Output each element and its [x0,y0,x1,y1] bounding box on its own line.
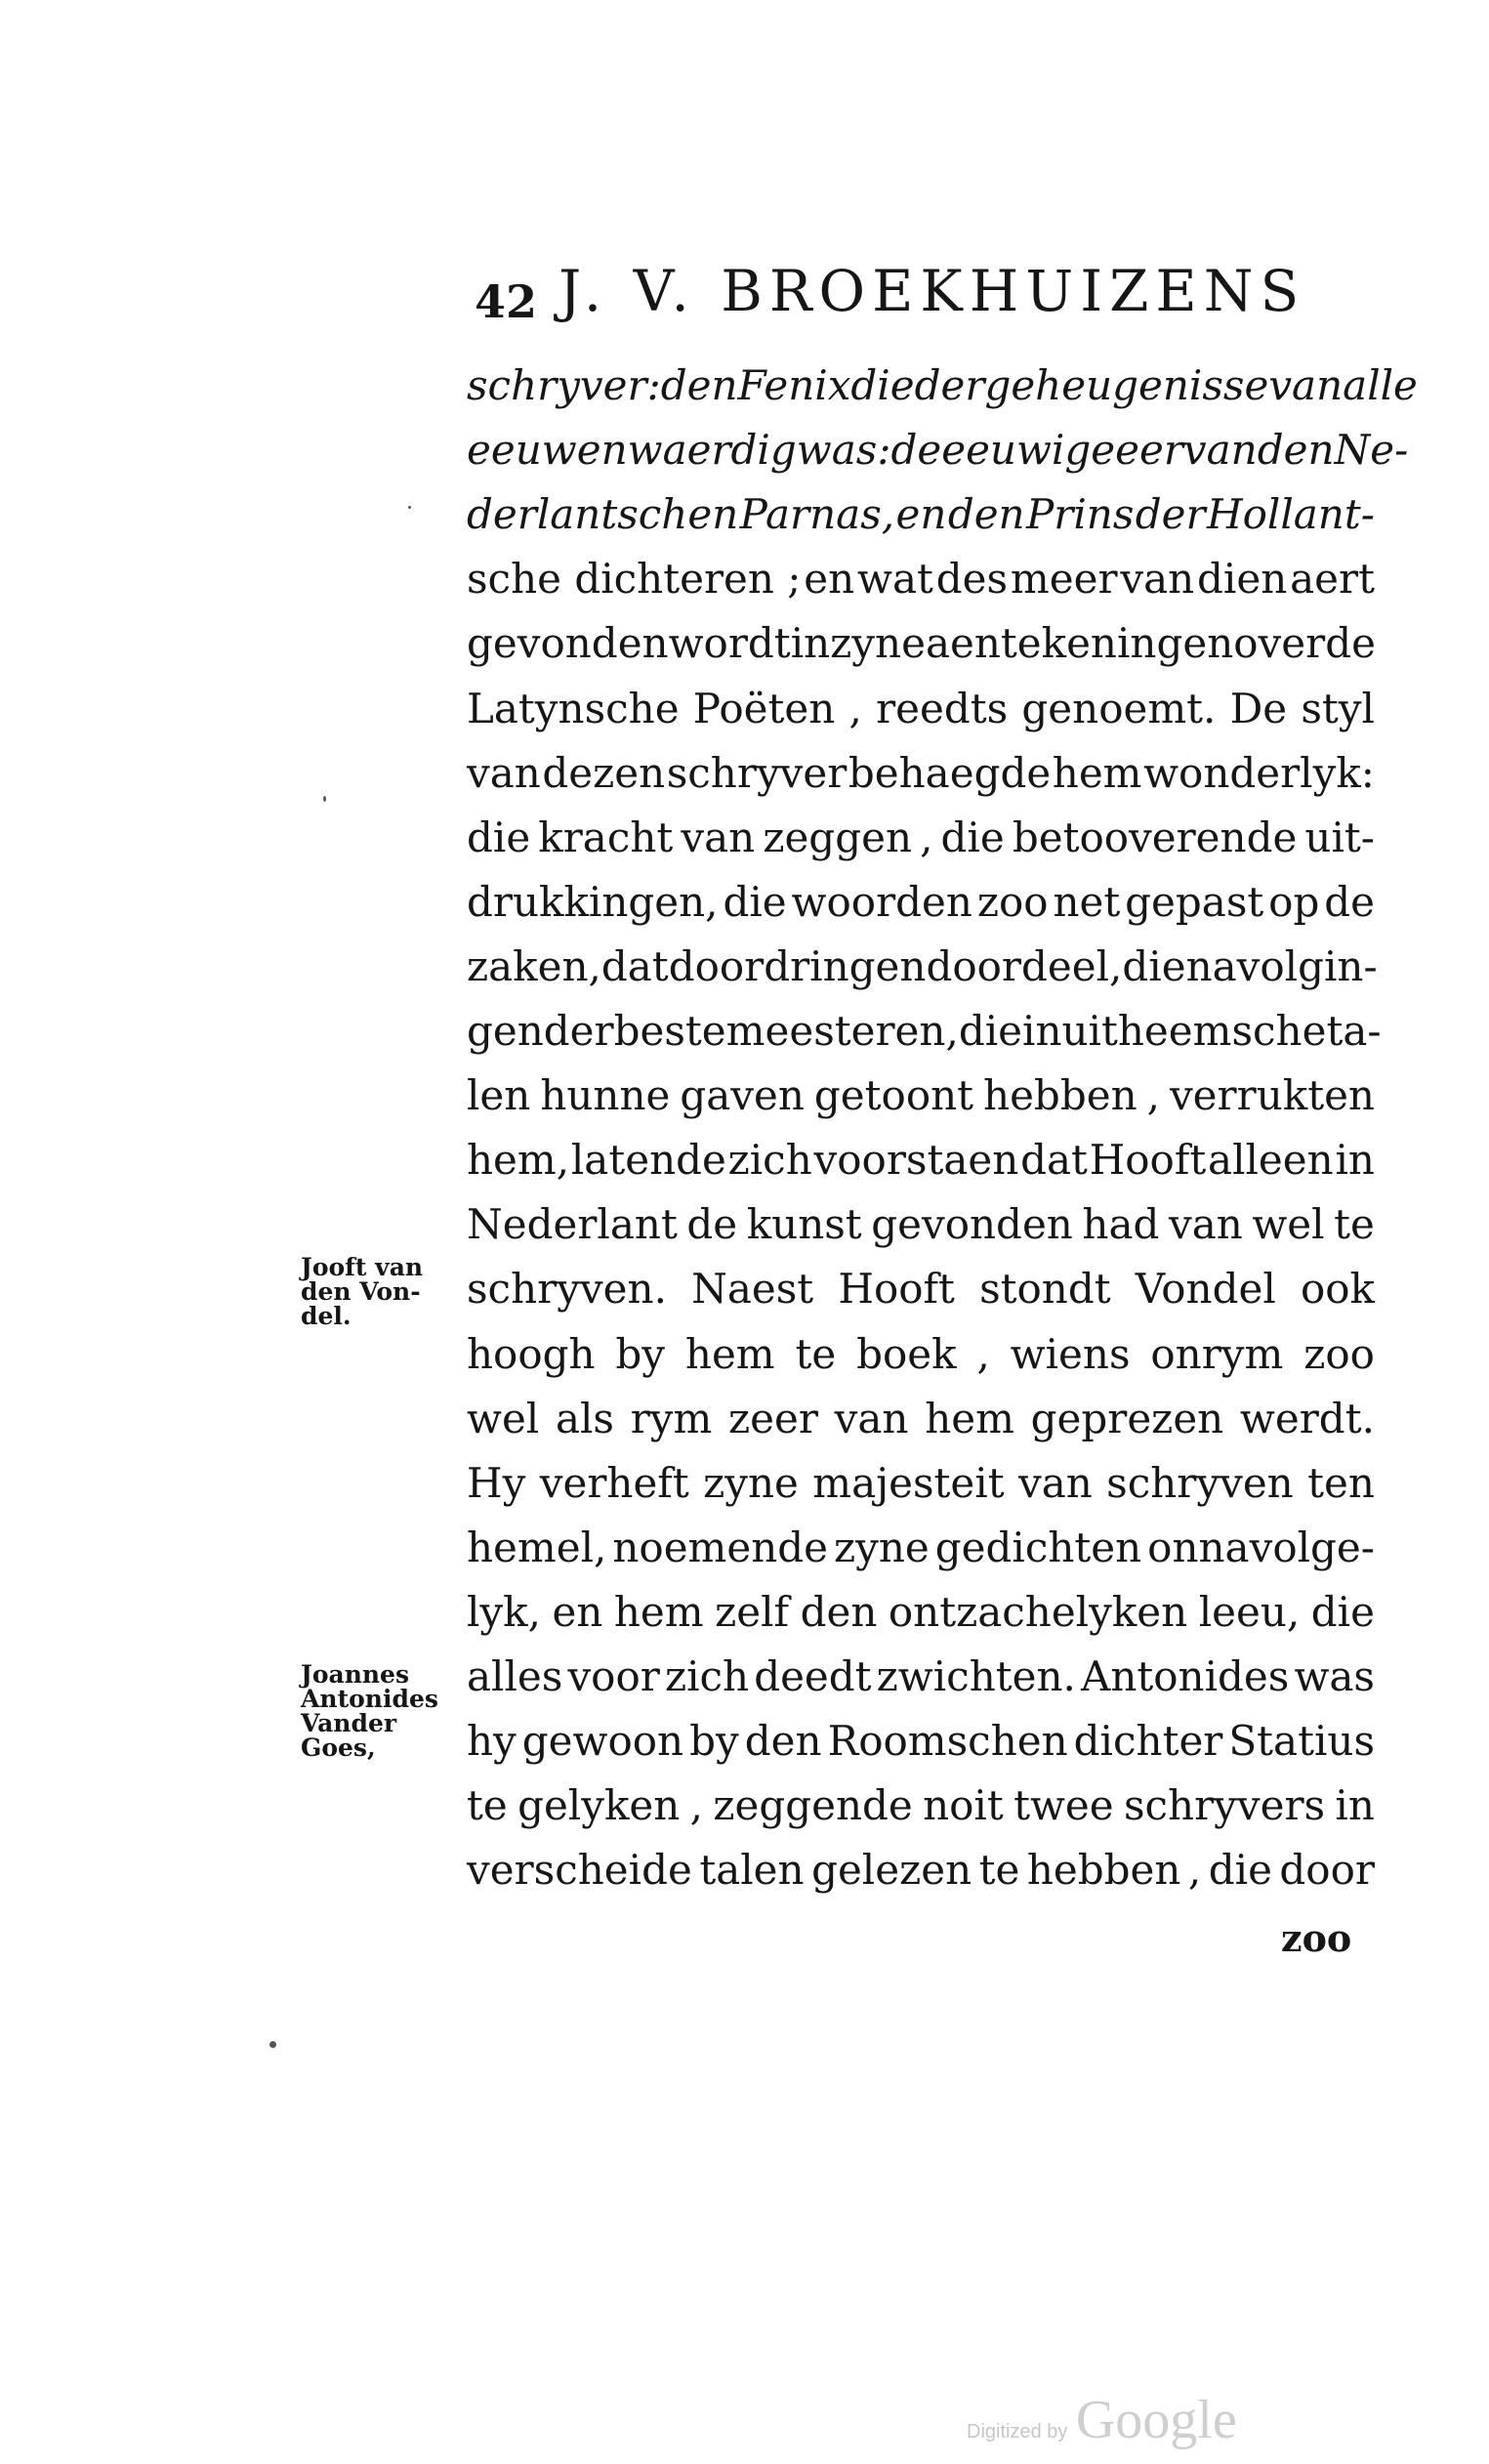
word: in [790,619,831,668]
word: schryvers [1123,1781,1326,1830]
watermark-digitized-text: Digitized by [967,2421,1068,2443]
text-line [467,485,1375,544]
word: gaven [680,1071,805,1120]
word: noit [923,1781,1004,1830]
word: gelyken [517,1781,681,1830]
word: van [1120,555,1195,604]
word: zoo [976,877,1049,926]
word: verscheide [467,1846,692,1895]
word: door [1279,1846,1375,1895]
margin-note-antonides [301,1662,438,1760]
word: de [686,1200,738,1249]
margin-note-line: Antonides [301,1685,438,1713]
word: schryver [467,361,647,409]
word: , [1146,1071,1160,1120]
text-line [467,1776,1375,1835]
text-line [467,1066,1375,1125]
word: der [1135,490,1206,539]
watermark-brand-logo: Google [1075,2390,1237,2450]
text-line [467,873,1375,932]
word: in [1335,1136,1375,1185]
word: aentekeningen [925,619,1234,668]
word: : [646,361,661,409]
word: alle [1343,361,1418,409]
text-line [467,809,1375,867]
digitized-watermark [967,2389,1237,2451]
word: noemende [612,1523,829,1571]
word: ten [1307,1458,1375,1507]
catchword: zoo [1281,1916,1352,1960]
word: ta- [1326,1007,1382,1055]
word: leeu, [1198,1587,1301,1636]
word: zich [664,1652,750,1700]
word: hebben [983,1071,1137,1120]
word: hunne [540,1071,671,1120]
text-line [467,1260,1375,1318]
word: zyne [834,1523,930,1571]
word: woorden [791,877,972,926]
word: , [976,1329,990,1378]
word: eeuwen [467,426,628,475]
word: drukkingen, [467,877,719,926]
word: was [796,426,878,475]
word: die [940,813,1005,861]
word: Roomschen [827,1717,1068,1766]
word: deedt [754,1652,872,1700]
text-line [467,1583,1375,1642]
word: schryven. [467,1265,667,1314]
margin-note-line: Goes, [301,1733,376,1762]
word: by [615,1329,666,1378]
word: wonderlyk: [1143,748,1375,797]
text-line [467,680,1375,738]
word: gevonden [871,1200,1073,1249]
word: talen [699,1846,805,1895]
word: beste [613,1007,726,1055]
word: gelezen [811,1846,972,1895]
word: alleen [1208,1136,1334,1185]
ink-speck [323,796,326,802]
word: de [1324,877,1375,926]
word: als [555,1394,614,1442]
word: gevonden [467,619,669,668]
word: te [467,1781,508,1830]
word: betooverende [1012,813,1298,861]
word: wiens [1010,1329,1131,1378]
text-line [467,1195,1375,1254]
word: zoo [1303,1329,1375,1378]
word: van [1268,361,1344,409]
word: die [467,813,531,861]
word: en [895,490,947,539]
word: dien [1197,555,1288,604]
word: op [1268,877,1320,926]
word: doordringend [668,941,953,990]
word: gepast [1125,877,1264,926]
word: Statius [1228,1717,1375,1766]
word: stondt [979,1265,1111,1314]
word: Poëten [692,684,836,732]
word: Hooft [1089,1136,1207,1185]
word: te [795,1329,837,1378]
word: zaken, [467,941,601,990]
word: dichter [1073,1717,1223,1766]
word: styl [1301,684,1375,732]
word: zeer [728,1394,818,1442]
text-line [467,938,1378,996]
ink-speck [269,2041,276,2048]
word: over [1233,619,1326,668]
word: zelf [715,1587,790,1636]
text-line [467,1712,1375,1771]
word: van [834,1394,909,1442]
word: wordt [668,619,791,668]
word: twee [1013,1781,1114,1830]
text-line [467,1002,1382,1061]
word: was [1294,1652,1375,1700]
word: den [744,1717,822,1766]
word: zich [727,1136,812,1185]
word: hem [925,1394,1014,1442]
word: die [723,877,787,926]
word: behaegde [848,748,1052,797]
word: sche dichteren ; [467,555,802,604]
text-line [467,550,1375,608]
word: onrym [1150,1329,1284,1378]
word: aert [1290,555,1375,604]
word: hem [1052,748,1142,797]
word: Naest [691,1265,814,1314]
word: zyne [703,1458,799,1507]
word: verheft [539,1458,689,1507]
word: derlantschen [467,490,739,539]
word: genoemt. [1021,684,1217,732]
word: lyk, [467,1587,541,1636]
word: Fenix [737,361,851,409]
word: Hollant- [1206,490,1375,539]
word: wat [857,555,933,604]
word: den [660,361,738,409]
word: in [1335,1781,1375,1830]
word: van [1017,1458,1093,1507]
text-line [467,1648,1375,1706]
word: navolgin- [1185,941,1378,990]
word: waerdig [627,426,797,475]
word: en [804,555,855,604]
margin-note-line: den Von- [301,1277,421,1306]
word: Hy [467,1458,526,1507]
word: geprezen [1030,1394,1224,1442]
running-title: J. V. BROEKHUIZENS [558,258,1306,324]
word: werdt. [1239,1394,1375,1442]
word: boek [856,1329,957,1378]
word: van [681,813,756,861]
text-line [467,1841,1375,1900]
word: de [1325,619,1376,668]
word: die [1122,941,1186,990]
word: Hooft [838,1265,955,1314]
word: meer [1010,555,1118,604]
word: die [1208,1846,1272,1895]
word: Latynsche [467,684,680,732]
word: den [947,490,1025,539]
word: hoogh [467,1329,596,1378]
margin-note-line: Vander [301,1709,397,1737]
word: gen [467,1007,544,1055]
word: hem, [467,1136,570,1185]
word: rym [630,1394,713,1442]
word: gewoon [521,1717,684,1766]
word: geheugenisse [984,361,1269,409]
text-line [467,1325,1375,1384]
word: ook [1300,1265,1375,1314]
word: Vondel [1135,1265,1276,1314]
word: oordeel, [952,941,1123,990]
word: zwichten. [876,1652,1076,1700]
word: dat [1020,1136,1088,1185]
word: hemel, [467,1523,607,1571]
text-line [467,356,1418,415]
word: uitheemsche [1061,1007,1327,1055]
word: uit- [1304,813,1375,861]
word: der [543,1007,614,1055]
word: kracht [538,813,674,861]
word: by [689,1717,739,1766]
word: hebben [1026,1846,1181,1895]
word: had [1082,1200,1160,1249]
word: verrukten [1169,1071,1375,1120]
word: majesteit [812,1458,1005,1507]
word: reedts [876,684,1009,732]
word: hem [613,1587,704,1636]
text-line [467,1131,1375,1190]
word: eeuwige [941,426,1116,475]
word: van [1168,1200,1243,1249]
margin-note-line: del. [301,1302,352,1330]
word: den [800,1587,878,1636]
word: te [1334,1200,1375,1249]
word: Prins [1026,490,1135,539]
word: , [920,813,933,861]
word: Antonides [1081,1652,1290,1700]
text-line [467,1390,1375,1448]
margin-note-line: Joannes [301,1660,410,1689]
word: die [958,1007,1023,1055]
word: hy [467,1717,517,1766]
word: van [467,748,541,797]
word: hem [684,1329,775,1378]
word: zeggende [713,1781,913,1830]
margin-note-vondel [301,1255,423,1328]
word: eer [1115,426,1183,475]
word: zyne [830,619,926,668]
text-line [467,1454,1375,1513]
word: voor [567,1652,660,1700]
word: en [552,1587,603,1636]
word: net [1053,877,1121,926]
word: schryver [666,748,848,797]
text-line [467,614,1375,673]
word: dezen [542,748,666,797]
word: , [848,684,862,732]
word: , [689,1781,704,1830]
word: schryven [1106,1458,1294,1507]
word: : [877,426,891,475]
word: latende [570,1136,726,1185]
word: voorstaen [813,1136,1019,1185]
word: meesteren, [725,1007,959,1055]
word: getoont [813,1071,974,1120]
word: te [978,1846,1020,1895]
word: alles [467,1652,563,1700]
word: in [1022,1007,1062,1055]
text-line [467,744,1375,803]
word: Parnas, [739,490,895,539]
word: Ne- [1334,426,1409,475]
word: der [914,361,985,409]
text-line [467,1519,1375,1577]
page-number: 42 [475,275,538,328]
word: onnavolge- [1147,1523,1375,1571]
word: , [1187,1846,1202,1895]
word: zeggen [763,813,912,861]
margin-note-line: Jooft van [301,1253,424,1281]
word: die [850,361,915,409]
text-line [467,421,1409,480]
word: wel [467,1394,540,1442]
word: Nederlant [467,1200,678,1249]
word: van [1182,426,1258,475]
word: des [935,555,1009,604]
word: die [1310,1587,1375,1636]
word: dat [600,941,669,990]
ink-speck [408,506,411,509]
word: kunst [746,1200,862,1249]
word: gedichten [934,1523,1142,1571]
word: wel [1252,1200,1325,1249]
word: den [1257,426,1335,475]
word: de [890,426,942,475]
word: len [467,1071,531,1120]
word: ontzachelyken [888,1587,1188,1636]
word: De [1229,684,1288,732]
